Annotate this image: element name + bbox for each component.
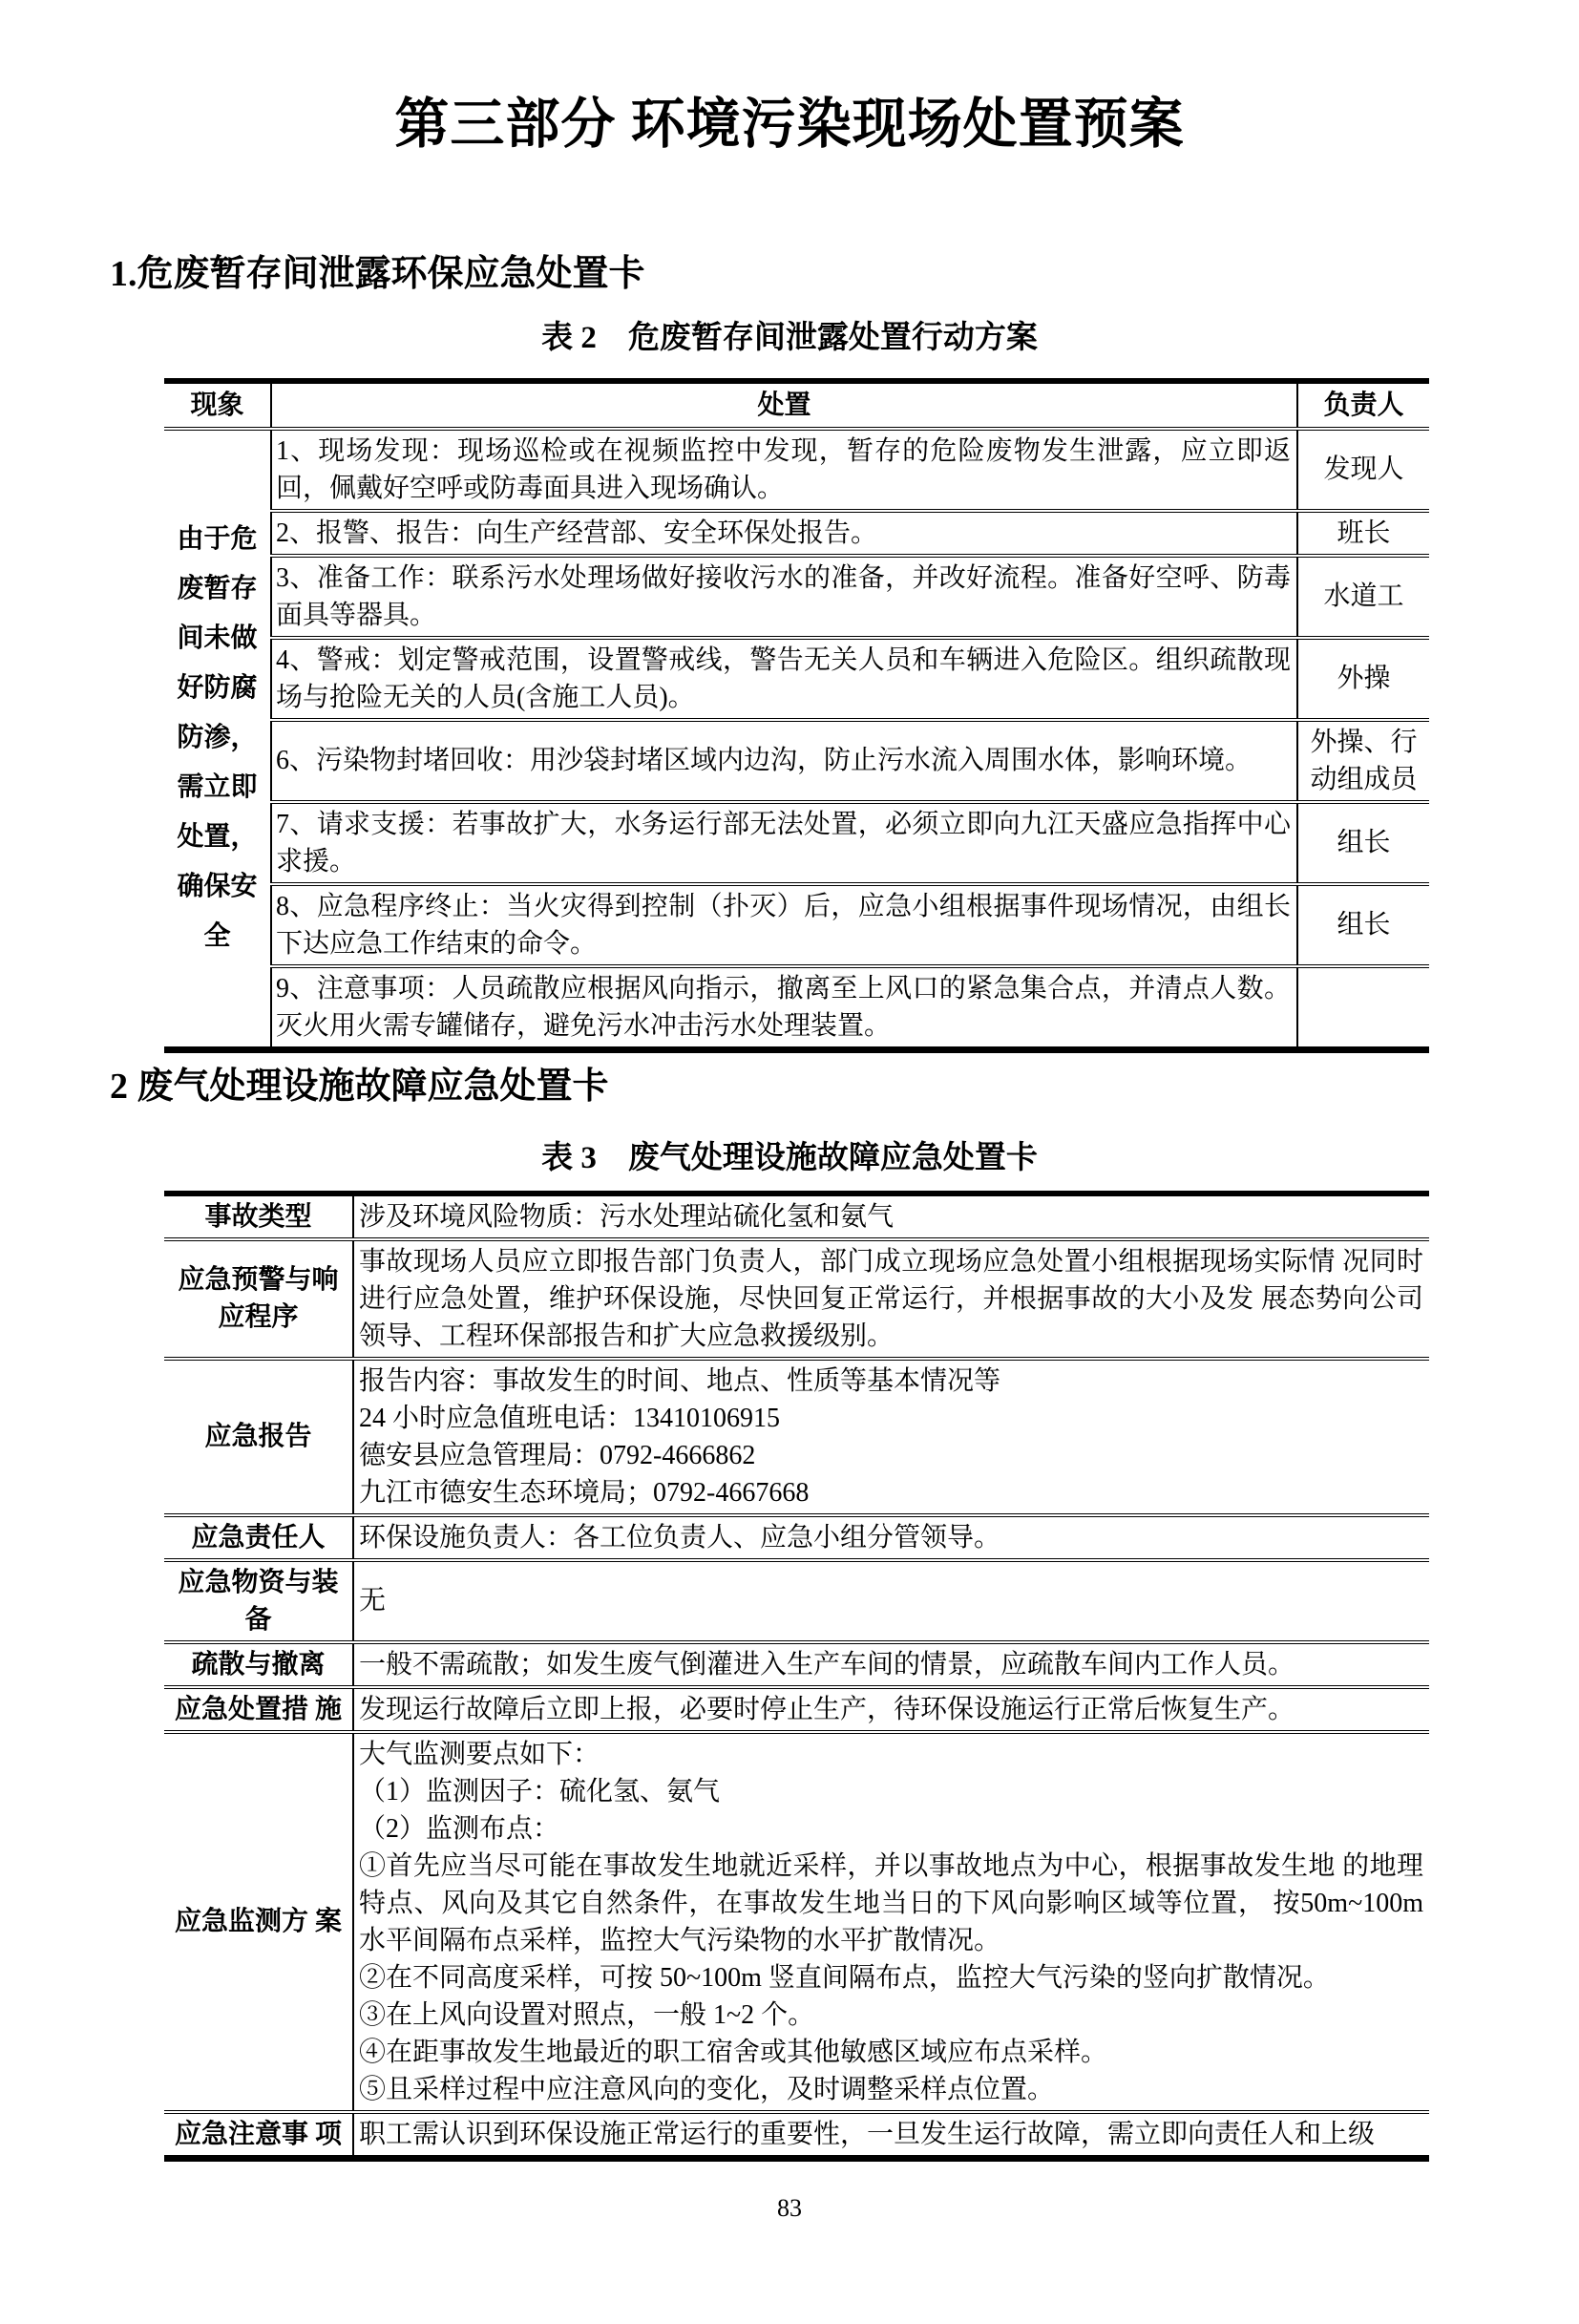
table-row bbox=[164, 1560, 1429, 1642]
table-2 bbox=[164, 378, 1429, 1053]
column-header-disposal: 处置 bbox=[271, 381, 1297, 429]
section-1-heading: 1.危废暂存间泄露环保应急处置卡 bbox=[110, 254, 645, 295]
row-label: 应急处置措 施 bbox=[164, 1687, 353, 1732]
responsible-cell: 班长 bbox=[1297, 511, 1429, 556]
disposal-cell: 8、应急程序终止：当火灾得到控制（扑灭）后，应急小组根据事件现场情况，由组长下达应急工作结束的命令。 bbox=[271, 884, 1297, 966]
disposal-cell: 1、现场发现：现场巡检或在视频监控中发现，暂存的危险废物发生泄露，应立即返回，佩戴好空呼或防毒面具进入现场确认。 bbox=[271, 429, 1297, 511]
responsible-cell: 组长 bbox=[1297, 802, 1429, 884]
row-label: 应急物资与装备 bbox=[164, 1560, 353, 1642]
disposal-cell: 4、警戒：划定警戒范围，设置警戒线，警告无关人员和车辆进入危险区。组织疏散现场与抢险无关的人员(含施工人员)。 bbox=[271, 638, 1297, 720]
table-row bbox=[164, 720, 1429, 802]
section-2-heading: 2 废气处理设施故障应急处置卡 bbox=[110, 1066, 609, 1107]
table-3 bbox=[164, 1191, 1429, 2162]
row-label: 事故类型 bbox=[164, 1194, 353, 1239]
row-label: 应急责任人 bbox=[164, 1515, 353, 1560]
column-header-responsible: 负责人 bbox=[1297, 381, 1429, 429]
disposal-cell: 9、注意事项：人员疏散应根据风向指示，撤离至上风口的紧急集合点，并清点人数。灭火用火需专罐储存，避免污水冲击污水处理装置。 bbox=[271, 966, 1297, 1050]
responsible-cell: 水道工 bbox=[1297, 556, 1429, 638]
table-row bbox=[164, 2112, 1429, 2159]
disposal-cell: 3、准备工作：联系污水处理场做好接收污水的准备，并改好流程。准备好空呼、防毒面具等器具。 bbox=[271, 556, 1297, 638]
row-content: 事故现场人员应立即报告部门负责人，部门成立现场应急处置小组根据现场实际情 况同时进行应急处置，维护环保设施，尽快回复正常运行，并根据事故的大小及发 展态势向公司领导、工程环保部报告和扩大应急救援级别。 bbox=[353, 1239, 1429, 1359]
disposal-cell: 7、请求支援：若事故扩大，水务运行部无法处置，必须立即向九江天盛应急指挥中心求援。 bbox=[271, 802, 1297, 884]
table-2-header-row bbox=[164, 381, 1429, 429]
disposal-cell: 2、报警、报告：向生产经营部、安全环保处报告。 bbox=[271, 511, 1297, 556]
row-content: 一般不需疏散；如发生废气倒灌进入生产车间的情景，应疏散车间内工作人员。 bbox=[353, 1642, 1429, 1687]
page-number: 83 bbox=[777, 2193, 802, 2222]
responsible-cell: 外操、行动组成员 bbox=[1297, 720, 1429, 802]
table-row bbox=[164, 511, 1429, 556]
table-row bbox=[164, 429, 1429, 511]
table-3-caption: 表 3 废气处理设施故障应急处置卡 bbox=[541, 1140, 1038, 1175]
row-content: 无 bbox=[353, 1560, 1429, 1642]
row-label: 应急监测方 案 bbox=[164, 1732, 353, 2112]
table-row bbox=[164, 638, 1429, 720]
row-content: 报告内容：事故发生的时间、地点、性质等基本情况等 24 小时应急值班电话：13410106915 德安县应急管理局：0792-4666862 九江市德安生态环境局；0792-4667668 bbox=[353, 1359, 1429, 1515]
table-row bbox=[164, 1239, 1429, 1359]
row-content: 发现运行故障后立即上报，必要时停止生产，待环保设施运行正常后恢复生产。 bbox=[353, 1687, 1429, 1732]
row-label: 应急报告 bbox=[164, 1359, 353, 1515]
row-content: 职工需认识到环保设施正常运行的重要性，一旦发生运行故障，需立即向责任人和上级 bbox=[353, 2112, 1429, 2159]
phenomenon-cell: 由于危废暂存间未做好防腐防渗，需立即处置，确保安全 bbox=[164, 429, 271, 1050]
table-row bbox=[164, 1642, 1429, 1687]
table-row bbox=[164, 1194, 1429, 1239]
disposal-cell: 6、污染物封堵回收：用沙袋封堵区域内边沟，防止污水流入周围水体，影响环境。 bbox=[271, 720, 1297, 802]
responsible-cell bbox=[1297, 966, 1429, 1050]
row-content: 大气监测要点如下： （1）监测因子：硫化氢、氨气 （2）监测布点： ①首先应当尽可能在事故发生地就近采样，并以事故地点为中心，根据事故发生地 的地理特点、风向及其它自然条件，在事故发生地当日的下风向影响区域等位置， 按50m~100m 水平间隔布点采样，监控大气污染物的水平扩散情况。 ②在不同高度采样，可按 50~100m 竖直间隔布点，监控大气污染的竖向扩散情况。 ③在上风向设置对照点，一般 1~2 个。 ④在距事故发生地最近的职工宿舍或其他敏感区域应布点采样。 ⑤且采样过程中应注意风向的变化，及时调整采样点位置。 bbox=[353, 1732, 1429, 2112]
table-row bbox=[164, 1359, 1429, 1515]
row-label: 应急预警与响应程序 bbox=[164, 1239, 353, 1359]
responsible-cell: 发现人 bbox=[1297, 429, 1429, 511]
page-title: 第三部分 环境污染现场处置预案 bbox=[394, 95, 1185, 155]
table-row bbox=[164, 802, 1429, 884]
table-row bbox=[164, 884, 1429, 966]
responsible-cell: 组长 bbox=[1297, 884, 1429, 966]
table-row bbox=[164, 1687, 1429, 1732]
table-row bbox=[164, 1732, 1429, 2112]
table-row bbox=[164, 1515, 1429, 1560]
row-content: 涉及环境风险物质：污水处理站硫化氢和氨气 bbox=[353, 1194, 1429, 1239]
table-row bbox=[164, 966, 1429, 1050]
document-page bbox=[110, 91, 1469, 2223]
responsible-cell: 外操 bbox=[1297, 638, 1429, 720]
row-label: 应急注意事 项 bbox=[164, 2112, 353, 2159]
row-content: 环保设施负责人：各工位负责人、应急小组分管领导。 bbox=[353, 1515, 1429, 1560]
row-label: 疏散与撤离 bbox=[164, 1642, 353, 1687]
table-2-caption: 表 2 危废暂存间泄露处置行动方案 bbox=[541, 320, 1038, 355]
column-header-phenomenon: 现象 bbox=[164, 381, 271, 429]
table-row bbox=[164, 556, 1429, 638]
